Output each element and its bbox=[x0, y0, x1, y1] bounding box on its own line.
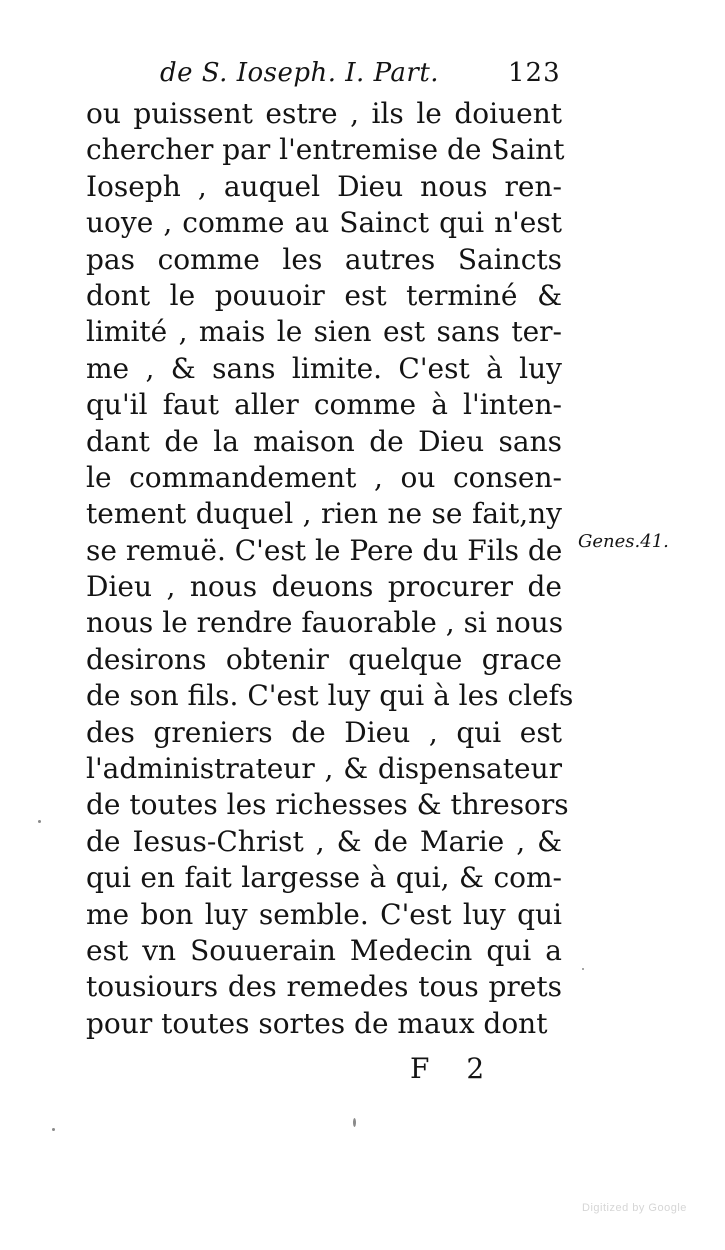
text-line: est vn Souuerain Medecin qui a bbox=[86, 933, 562, 967]
text-line: me bon luy semble. C'est luy qui bbox=[86, 897, 562, 931]
signature-mark: F 2 bbox=[410, 1052, 499, 1085]
text-line: dont le pouuoir est terminé & bbox=[86, 278, 562, 312]
text-line: chercher par l'entremise de Saint bbox=[86, 133, 565, 167]
text-line: me , & sans limite. C'est à luy bbox=[86, 351, 562, 385]
text-line: de toutes les richesses & thresors bbox=[86, 788, 569, 822]
text-line: tement duquel , rien ne se fait,ny bbox=[86, 497, 562, 531]
text-line: de Iesus-Christ , & de Marie , & bbox=[86, 824, 562, 858]
text-line: limité , mais le sien est sans ter- bbox=[86, 315, 562, 349]
text-line: Dieu , nous deuons procurer de bbox=[86, 570, 562, 604]
text-line: pour toutes sortes de maux dont bbox=[86, 1006, 548, 1040]
text-line: de son fils. C'est luy qui à les clefs bbox=[86, 679, 574, 713]
text-line: desirons obtenir quelque grace bbox=[86, 642, 562, 676]
margin-note: Genes.41. bbox=[578, 531, 669, 552]
text-line: des greniers de Dieu , qui est bbox=[86, 715, 562, 749]
ink-speck bbox=[582, 968, 584, 970]
page-number: 123 bbox=[508, 58, 561, 88]
ink-speck bbox=[52, 1128, 55, 1131]
text-line: dant de la maison de Dieu sans bbox=[86, 424, 562, 458]
ink-speck bbox=[353, 1118, 356, 1127]
text-line: qu'il faut aller comme à l'inten- bbox=[86, 388, 562, 422]
body-text bbox=[86, 96, 574, 1042]
text-line: l'administrateur , & dispensateur bbox=[86, 752, 562, 786]
text-line: qui en fait largesse à qui, & com- bbox=[86, 861, 562, 895]
text-line: se remuë. C'est le Pere du Fils de bbox=[86, 533, 563, 567]
text-line: ou puissent estre , ils le doiuent bbox=[86, 97, 562, 130]
text-line: tousiours des remedes tous prets bbox=[86, 970, 562, 1004]
text-line: pas comme les autres Saincts bbox=[86, 242, 562, 276]
text-line: Ioseph , auquel Dieu nous ren- bbox=[86, 169, 562, 203]
text-line: le commandement , ou consen- bbox=[86, 460, 562, 494]
watermark: Digitized by Google bbox=[582, 1202, 687, 1214]
running-title: de S. Ioseph. I. Part. bbox=[160, 58, 440, 88]
text-line: uoye , comme au Sainct qui n'est bbox=[86, 206, 562, 240]
text-line: nous le rendre fauorable , si nous bbox=[86, 606, 564, 640]
ink-speck bbox=[38, 820, 41, 823]
